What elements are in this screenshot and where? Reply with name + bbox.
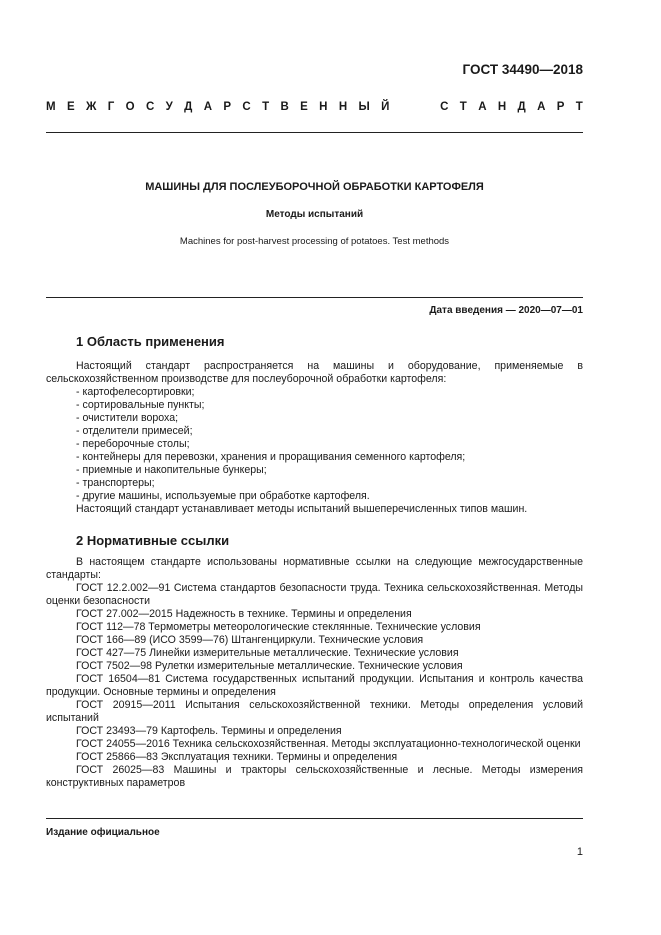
banner-letter: Е (300, 101, 308, 113)
introduction-date: Дата введения — 2020—07—01 (429, 305, 583, 316)
banner-letter: Ж (85, 101, 97, 113)
banner-letter: Е (66, 101, 75, 113)
reference-item: ГОСТ 27.002—2015 Надежность в технике. Термины и определения (76, 608, 412, 620)
references-intro: В настоящем стандарте использованы нормативные ссылки на следующие межгосударственные стандарты: (46, 556, 583, 581)
scope-list (46, 386, 583, 503)
references-section (46, 556, 583, 790)
banner-letter: С (242, 101, 251, 113)
reference-item: ГОСТ 23493—79 Картофель. Термины и определения (76, 725, 342, 737)
reference-item: ГОСТ 12.2.002—91 Система стандартов безопасности труда. Техника сельскохозяйственная. Методы оценки безопасности (46, 582, 583, 607)
scope-list-item: - транспортеры; (76, 477, 155, 489)
banner-letter: Н (497, 101, 507, 113)
scope-list-item: - сортировальные пункты; (76, 399, 205, 411)
scope-list-item: - картофелесортировки; (76, 386, 195, 398)
interstate-standard-banner (46, 101, 583, 113)
reference-item: ГОСТ 26025—83 Машины и тракторы сельскохозяйственные и лесные. Методы измерения конструктивных параметров (46, 764, 583, 789)
section-heading-references: 2 Нормативные ссылки (76, 533, 230, 548)
reference-item: ГОСТ 112—78 Термометры метеорологические стеклянные. Технические условия (76, 621, 481, 633)
scope-list-item: - приемные и накопительные бункеры; (76, 464, 267, 476)
banner-letter: О (125, 101, 135, 113)
banner-letter: Р (556, 101, 565, 113)
banner-letter: С (145, 101, 155, 113)
banner-letter: У (165, 101, 173, 113)
banner-letter: А (478, 101, 487, 113)
official-edition-label: Издание официальное (46, 827, 160, 838)
banner-letter: Т (262, 101, 270, 113)
banner-letter: Т (575, 101, 583, 113)
reference-item: ГОСТ 20915—2011 Испытания сельскохозяйственной техники. Методы определения условий испытаний (46, 699, 583, 724)
banner-letter: Г (107, 101, 115, 113)
scope-list-item: - переборочные столы; (76, 438, 190, 450)
reference-item: ГОСТ 16504—81 Система государственных испытаний продукции. Испытания и контроль качества продукции. Основные термины и определения (46, 673, 583, 698)
banner-letter: Р (223, 101, 232, 113)
english-title: Machines for post-harvest processing of potatoes. Test methods (179, 236, 450, 247)
reference-item: ГОСТ 427—75 Линейки измерительные металлические. Технические условия (76, 647, 459, 659)
banner-letter: М (46, 101, 56, 113)
document-title: МАШИНЫ ДЛЯ ПОСЛЕУБОРОЧНОЙ ОБРАБОТКИ КАРТОФЕЛЯ (145, 181, 484, 193)
document-subtitle: Методы испытаний (265, 209, 364, 220)
scope-list-item: - контейнеры для перевозки, хранения и проращивания семенного картофеля; (76, 451, 466, 463)
banner-letter: Н (338, 101, 348, 113)
top-divider (46, 132, 583, 133)
banner-letter: Ы (358, 101, 370, 113)
banner-letter: А (537, 101, 546, 113)
references-list (46, 582, 583, 790)
scope-list-item: - отделители примесей; (76, 425, 193, 437)
title-divider (46, 297, 583, 298)
scope-intro: Настоящий стандарт распространяется на машины и оборудование, применяемые в сельскохозяйственном производстве для послеуборочной обработки картофеля: (46, 360, 583, 385)
section-heading-scope: 1 Область применения (76, 334, 225, 349)
banner-letter: Т (459, 101, 467, 113)
banner-gap (401, 101, 429, 113)
banner-letter: В (280, 101, 289, 113)
banner-letter: С (440, 101, 449, 113)
banner-letter: А (203, 101, 213, 113)
banner-letter: Й (381, 101, 390, 113)
reference-item: ГОСТ 25866—83 Эксплуатация техники. Термины и определения (76, 751, 398, 763)
scope-section (46, 360, 583, 516)
scope-closing: Настоящий стандарт устанавливает методы испытаний вышеперечисленных типов машин. (76, 503, 528, 515)
reference-item: ГОСТ 24055—2016 Техника сельскохозяйственная. Методы эксплуатационно-технологической оценки (76, 738, 581, 750)
gost-number: ГОСТ 34490—2018 (462, 62, 583, 77)
page-number: 1 (576, 846, 583, 858)
reference-item: ГОСТ 166—89 (ИСО 3599—76) Штангенциркули. Технические условия (76, 634, 424, 646)
banner-letter: Д (517, 101, 526, 113)
banner-letter: Н (319, 101, 328, 113)
banner-letter: Д (184, 101, 193, 113)
scope-list-item: - другие машины, используемые при обработке картофеля. (76, 490, 370, 502)
scope-list-item: - очистители вороха; (76, 412, 179, 424)
reference-item: ГОСТ 7502—98 Рулетки измерительные металлические. Технические условия (76, 660, 463, 672)
footer-divider (46, 818, 583, 819)
